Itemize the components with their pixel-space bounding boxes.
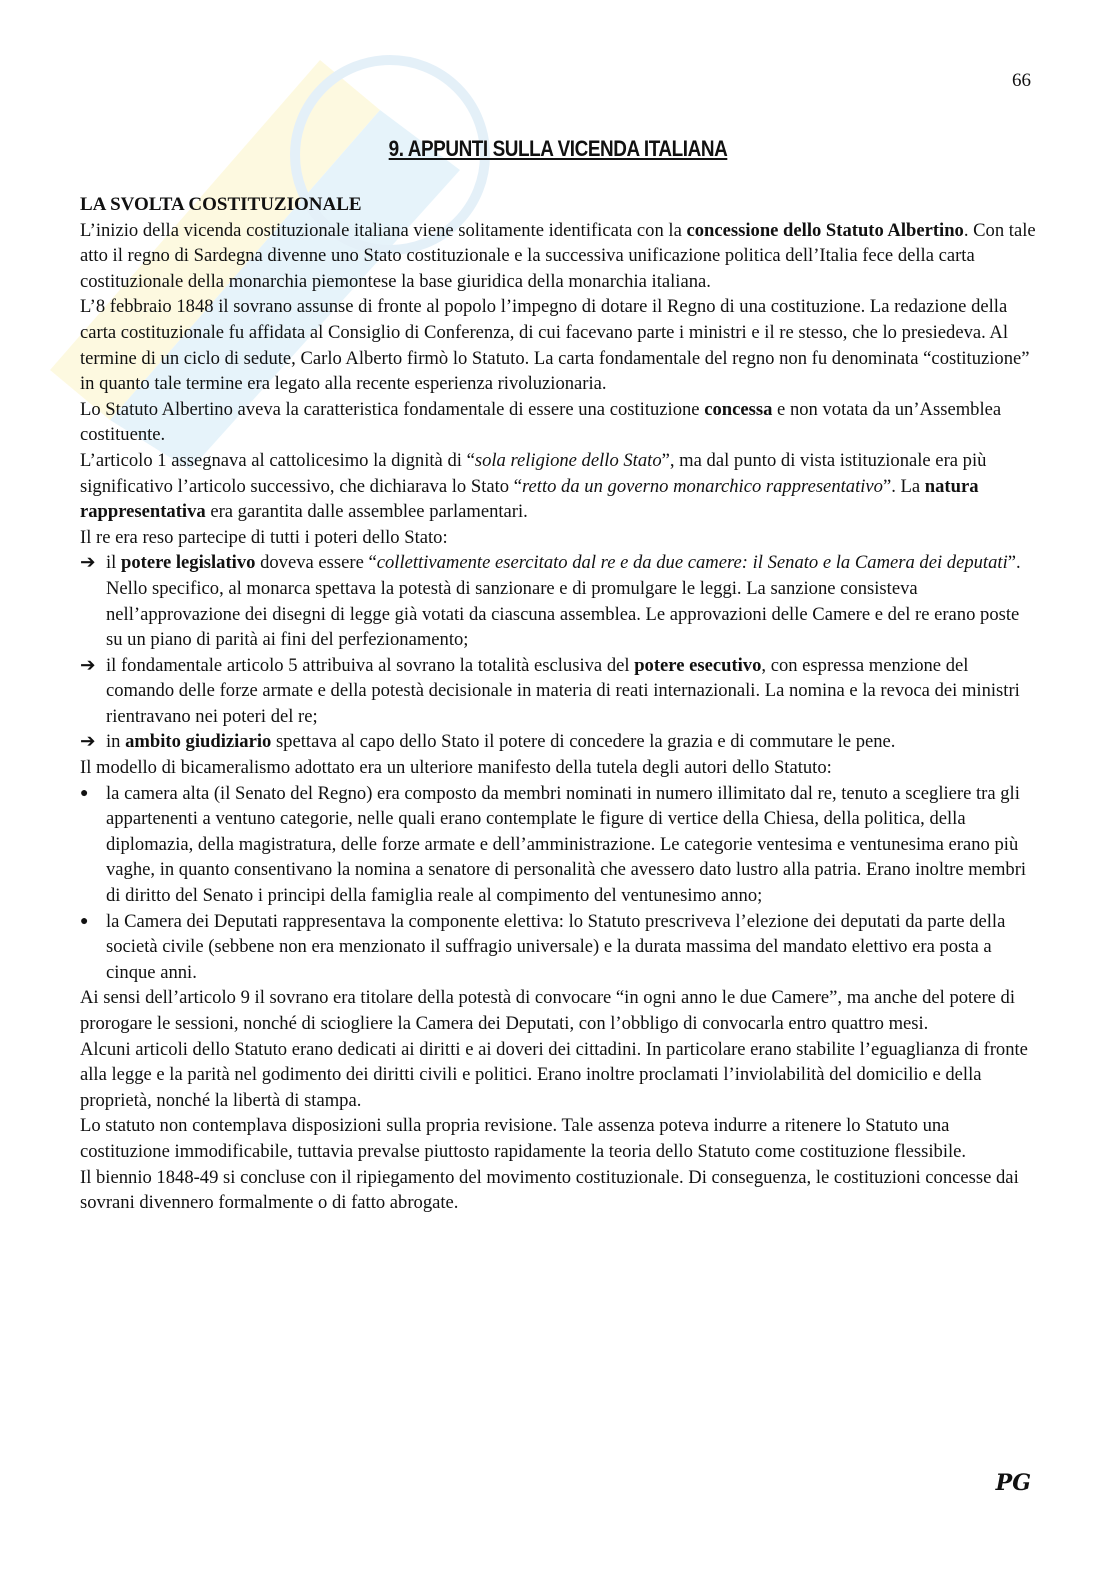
arrow-icon: ➔ — [80, 654, 96, 676]
bullet-icon: ● — [80, 785, 89, 801]
list-item-deputies — [80, 909, 1040, 986]
emphasis-text: concessione dello Statuto Albertino — [686, 219, 964, 241]
emphasis-text: natura rappresentativa — [80, 475, 979, 523]
chambers-list — [80, 781, 1040, 986]
emphasis-text: concessa — [704, 398, 773, 420]
paragraph-bicameralism: Il modello di bicameralismo adottato era un ulteriore manifesto della tutela degli autori dello Statuto: — [80, 757, 832, 779]
paragraph-intro — [80, 218, 1040, 295]
paragraph-concessa — [80, 397, 1040, 448]
document-body — [80, 192, 1040, 1216]
text-run: doveva essere “ — [255, 552, 377, 574]
text-run: in — [106, 731, 126, 753]
paragraph-revision: Lo statuto non contemplava disposizioni sulla propria revisione. Tale assenza poteva indurre a ritenere lo Statuto una costituzione immodificabile, tuttavia prevalse piuttosto rapidamente la teoria dello Statuto come costituzione flessibile. — [80, 1115, 967, 1162]
paragraph-rights: Alcuni articoli dello Statuto erano dedicati ai diritti e ai doveri dei cittadini. In particolare erano stabilite l’eguaglianza di fronte alla legge e la parità nel godimento dei diritti civili e politici. Erano inoltre proclamati l’inviolabilità del domicilio e della proprietà, nonché la libertà di stampa. — [80, 1038, 1028, 1111]
text-run: Lo Statuto Albertino aveva la caratteristica fondamentale di essere una costituzione — [80, 398, 705, 420]
text-run: L’inizio della vicenda costituzionale italiana viene solitamente identificata con la — [80, 219, 687, 241]
powers-list — [80, 550, 1040, 755]
emphasis-text: ambito giudiziario — [125, 731, 272, 753]
list-item-judicial — [80, 729, 1040, 755]
emphasis-text: potere esecutivo — [634, 654, 762, 676]
text-run: spettava al capo dello Stato il potere di concedere la grazia e di commutare le pene. — [271, 731, 896, 753]
text-run: ”. Nello specifico, al monarca spettava la potestà di sanzionare e di promulgare le leggi. La sanzione consisteva nell’approvazione dei disegni di legge già votati da ciascuna assemblea. Le approvazioni delle Camere e del re erano poste su un piano di parità ai fini del perfezionamento; — [106, 552, 1021, 651]
text-run: . Con tale atto il regno di Sardegna divenne uno Stato costituzionale e la successiva unificazione politica dell’Italia fece della carta costituzionale della monarchia piemontese la base giuridica della monarchia italiana. — [80, 219, 1036, 292]
text-run: , con espressa menzione del comando delle forze armate e della potestà decisionale in materia di reati internazionali. La nomina e la revoca dei ministri rientravano nei poteri del re; — [106, 654, 1020, 727]
footer-initials: PG — [995, 1470, 1031, 1496]
bullet-icon: ● — [80, 913, 89, 929]
page-number: 66 — [1012, 70, 1031, 91]
section-heading: LA SVOLTA COSTITUZIONALE — [80, 194, 362, 215]
list-item-senate — [80, 781, 1040, 909]
list-item-legislative — [80, 550, 1040, 652]
text-run: il — [106, 552, 121, 574]
paragraph-powers-intro: Il re era reso partecipe di tutti i poteri dello Stato: — [80, 526, 448, 548]
text-run: ”, ma dal punto di vista istituzionale era più significativo l’articolo successivo, che dichiarava lo Stato “ — [80, 449, 987, 497]
text-run: ”. La — [882, 475, 925, 497]
text-run: era garantita dalle assemblee parlamentari. — [205, 501, 528, 523]
text-run: e non votata da un’Assemblea costituente. — [80, 398, 1002, 446]
arrow-icon: ➔ — [80, 731, 96, 753]
italic-text: sola religione dello Stato — [474, 449, 662, 471]
list-item-executive — [80, 653, 1040, 730]
italic-text: retto da un governo monarchico rappresentativo — [521, 475, 883, 497]
emphasis-text: potere legislativo — [120, 552, 256, 574]
text-run: la camera alta (il Senato del Regno) era composto da membri nominati in numero illimitato dal re, tenuto a scegliere tra gli appartenenti a ventuno categorie, nelle quali erano contemplate le figure di vertice della Chiesa, della politica, della diplomazia, della magistratura, delle forze armate e dell’amministrazione. Le categorie ventesima e ventunesima erano più vaghe, in quanto consentivano la nomina a senatore di personalità che avessero dato lustro alla patria. Erano inoltre membri di diritto del Senato i principi della famiglia reale al compimento del ventunesimo anno; — [106, 782, 1027, 907]
page-title: 9. APPUNTI SULLA VICENDA ITALIANA — [388, 136, 728, 161]
paragraph-article-9: Ai sensi dell’articolo 9 il sovrano era titolare della potestà di convocare “in ogni anno le due Camere”, ma anche del potere di prorogare le sessioni, nonché di sciogliere la Camera dei Deputati, con l’obbligo di convocarla entro quattro mesi. — [80, 987, 1016, 1034]
paragraph-biennium: Il biennio 1848-49 si concluse con il ripiegamento del movimento costituzionale. Di conseguenza, le costituzioni concesse dai sovrani divennero formalmente o di fatto abrogate. — [80, 1166, 1019, 1214]
arrow-icon: ➔ — [80, 552, 96, 574]
paragraph-february-1848: L’8 febbraio 1848 il sovrano assunse di fronte al popolo l’impegno di dotare il Regno di una costituzione. La redazione della carta costituzionale fu affidata al Consiglio di Conferenza, di cui facevano parte i ministri e il re stesso, che lo presiedeva. Al termine di un ciclo di sedute, Carlo Alberto firmò lo Statuto. La carta fondamentale del regno non fu denominata “costituzione” in quanto tale termine era legato alla recente esperienza rivoluzionaria. — [80, 296, 1030, 395]
italic-text: collettivamente esercitato dal re e da due camere: il Senato e la Camera dei deputati — [376, 552, 1008, 574]
paragraph-article-1 — [80, 448, 1040, 525]
text-run: il fondamentale articolo 5 attribuiva al sovrano la totalità esclusiva del — [106, 654, 635, 676]
text-run: L’articolo 1 assegnava al cattolicesimo la dignità di “ — [80, 449, 475, 471]
text-run: la Camera dei Deputati rappresentava la componente elettiva: lo Statuto prescriveva l’elezione dei deputati da parte della società civile (sebbene non era menzionato il suffragio universale) e la durata massima del mandato elettivo era posta a cinque anni. — [106, 910, 1006, 983]
